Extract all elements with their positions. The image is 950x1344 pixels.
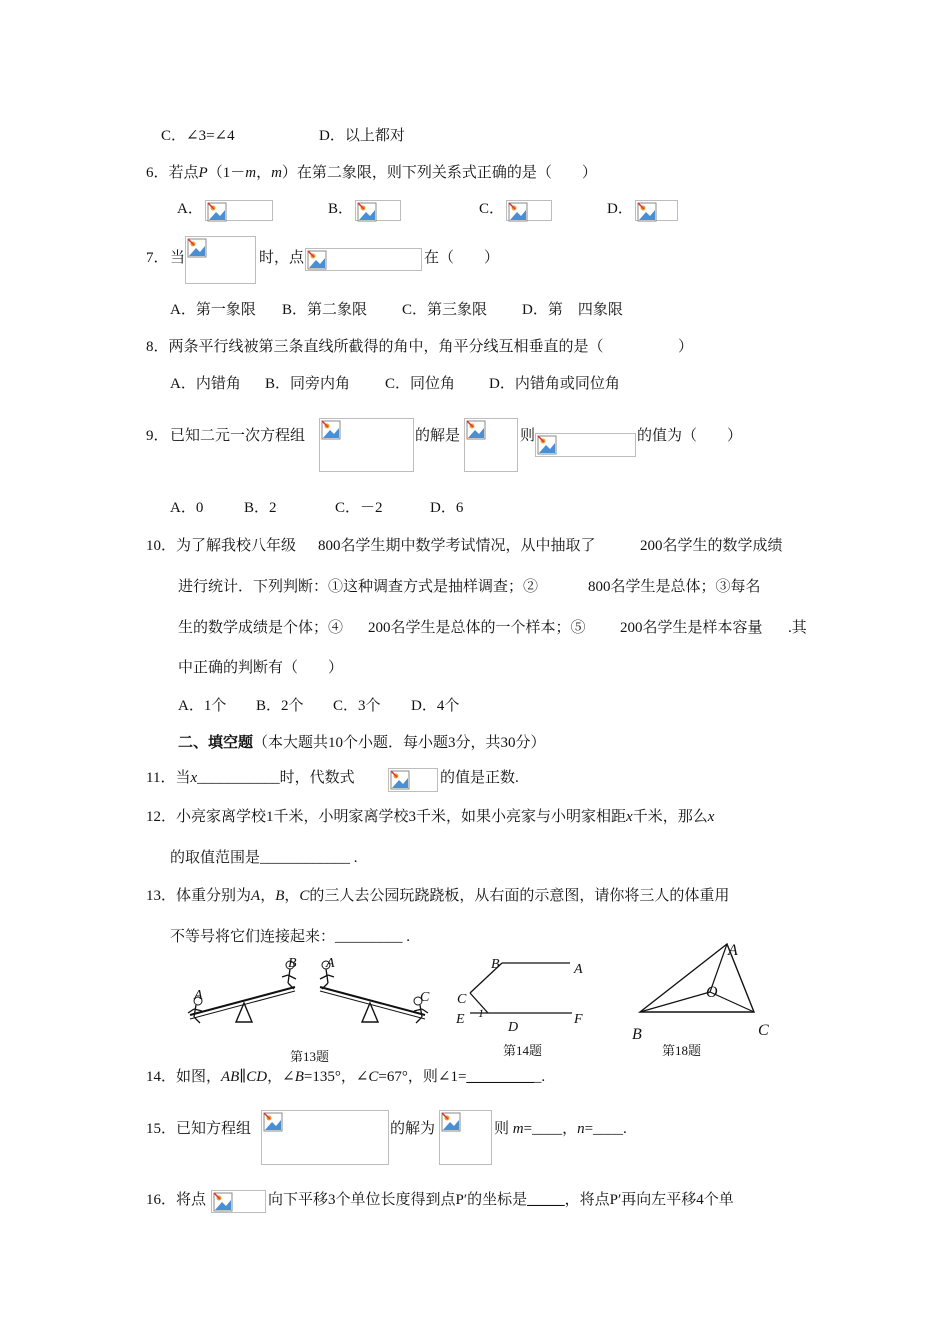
q15-text-a: 15．已知方程组 bbox=[146, 1121, 252, 1137]
q11-tail: 的值是正数. bbox=[440, 770, 519, 786]
q9-text-value: 的值为（ ） bbox=[637, 428, 743, 444]
broken-image-icon bbox=[466, 420, 486, 440]
figure-13-caption: 第13题 bbox=[290, 1049, 330, 1064]
broken-image-icon bbox=[263, 1112, 283, 1132]
fig14-label-d: D bbox=[508, 1020, 519, 1035]
q7-condition-image bbox=[185, 236, 256, 284]
fig14-label-angle-1: 1 bbox=[478, 1006, 484, 1020]
q10-line-4: 中正确的判断有（ ） bbox=[178, 660, 344, 676]
q10-line-3c: 200名学生是样本容量 bbox=[620, 620, 763, 636]
q15-text-b: 的解为 bbox=[390, 1121, 436, 1137]
q8-stem: 8．两条平行线被第三条直线所截得的角中，角平分线互相垂直的是（ bbox=[146, 339, 604, 355]
fig13-label-a-left: A bbox=[194, 988, 203, 1003]
fig14-label-c: C bbox=[457, 992, 467, 1007]
q10-line-2a: 进行统计．下列判断：①这种调查方式是抽样调查；② bbox=[178, 579, 539, 595]
q15-system-image bbox=[261, 1110, 389, 1165]
q16-text-b: 向下平移3个单位长度得到点P′的坐标是_____，将点P′再向左平移4个单 bbox=[268, 1192, 734, 1208]
q10-line-1c: 200名学生的数学成绩 bbox=[640, 538, 783, 554]
q8-option-b: B．同旁内角 bbox=[265, 376, 351, 392]
broken-image-icon bbox=[207, 202, 227, 222]
q9-option-a: A．0 bbox=[170, 500, 204, 516]
q10-option-d: D．4个 bbox=[411, 698, 460, 714]
q9-option-c: C．－2 bbox=[335, 500, 383, 516]
q6-option-c-label: C． bbox=[479, 201, 505, 217]
q6-option-a-image bbox=[205, 200, 273, 221]
q7-number: 7． bbox=[146, 250, 169, 266]
q9-expression-image bbox=[535, 433, 636, 457]
q7-text-when: 当 bbox=[170, 250, 186, 266]
broken-image-icon bbox=[390, 770, 410, 790]
fig14-label-f: F bbox=[574, 1012, 583, 1027]
fig13-label-a-right: A bbox=[326, 956, 335, 971]
q9-text-then: 则 bbox=[520, 428, 536, 444]
q7-point-image bbox=[305, 248, 422, 271]
fig18-label-b: B bbox=[632, 1026, 642, 1043]
fig13-label-c: C bbox=[420, 990, 430, 1005]
q10-option-a: A．1个 bbox=[178, 698, 227, 714]
q6-option-d-image bbox=[635, 200, 678, 221]
q6-option-b-label: B． bbox=[328, 201, 354, 217]
q9-text-solution: 的解是 bbox=[415, 428, 461, 444]
q9-option-d: D．6 bbox=[430, 500, 464, 516]
fig14-label-a: A bbox=[574, 962, 583, 977]
q7-option-b: B．第二象限 bbox=[282, 302, 368, 318]
q16-point-image bbox=[211, 1190, 266, 1213]
q5-option-c: C．∠3=∠4 bbox=[161, 128, 235, 144]
q10-line-3b: 200名学生是总体的一个样本；⑤ bbox=[368, 620, 586, 636]
q7-text-then-point: 时，点 bbox=[259, 250, 305, 266]
q15-text-c: 则 m=____，n=____. bbox=[494, 1121, 627, 1137]
fig14-label-b: B bbox=[491, 957, 500, 972]
figure-14-caption: 第14题 bbox=[503, 1043, 543, 1058]
broken-image-icon bbox=[537, 435, 557, 455]
q7-option-c: C．第三象限 bbox=[402, 302, 488, 318]
figure-18-caption: 第18题 bbox=[662, 1043, 702, 1058]
q10-line-2b: 800名学生是总体；③每名 bbox=[588, 579, 761, 595]
q5-option-d: D．以上都对 bbox=[319, 128, 405, 144]
q8-stem-close: ） bbox=[678, 339, 694, 355]
fig18-label-a: A bbox=[728, 942, 738, 959]
q9-option-b: B．2 bbox=[244, 500, 277, 516]
q15-solution-image bbox=[439, 1110, 492, 1165]
q14-stem: 14．如图，AB∥CD，∠B=135°，∠C=67°，则∠1=__________. bbox=[146, 1069, 546, 1085]
q7-option-d: D．第 四象限 bbox=[522, 302, 623, 318]
broken-image-icon bbox=[357, 202, 377, 222]
q13-line-2: 不等号将它们连接起来：_________ . bbox=[170, 929, 411, 945]
q10-line-1a: 10．为了解我校八年级 bbox=[146, 538, 297, 554]
q8-option-d: D．内错角或同位角 bbox=[489, 376, 620, 392]
q12-line-1: 12．小亮家离学校1千米，小明家离学校3千米，如果小亮家与小明家相距x千米，那么x bbox=[146, 809, 715, 825]
broken-image-icon bbox=[441, 1112, 461, 1132]
broken-image-icon bbox=[637, 202, 657, 222]
q10-option-b: B．2个 bbox=[256, 698, 304, 714]
broken-image-icon bbox=[321, 420, 341, 440]
q6-option-d-label: D． bbox=[607, 201, 633, 217]
q9-number: 9． bbox=[146, 428, 169, 444]
q10-option-c: C．3个 bbox=[333, 698, 381, 714]
q9-text-given: 已知二元一次方程组 bbox=[170, 428, 306, 444]
broken-image-icon bbox=[307, 250, 327, 270]
q13-line-1: 13．体重分别为A，B，C的三人去公园玩跷跷板，从右面的示意图，请你将三人的体重用 bbox=[146, 888, 730, 904]
q8-option-c: C．同位角 bbox=[385, 376, 456, 392]
q6-option-c-image bbox=[506, 200, 552, 221]
q16-text-a: 16．将点 bbox=[146, 1192, 207, 1208]
q6-option-a-label: A． bbox=[177, 201, 203, 217]
fig18-label-o: O bbox=[706, 984, 718, 1001]
q10-line-3d: .其 bbox=[788, 620, 807, 636]
figure-18-triangle bbox=[630, 940, 770, 1020]
q10-line-1b: 800名学生期中数学考试情况，从中抽取了 bbox=[318, 538, 596, 554]
q9-system-image bbox=[319, 418, 414, 472]
broken-image-icon bbox=[508, 202, 528, 222]
q7-option-a: A．第一象限 bbox=[170, 302, 256, 318]
q12-line-2: 的取值范围是____________ . bbox=[170, 850, 358, 866]
broken-image-icon bbox=[187, 238, 207, 258]
q8-option-a: A．内错角 bbox=[170, 376, 241, 392]
fig14-label-e: E bbox=[456, 1012, 465, 1027]
q9-solution-image bbox=[464, 418, 518, 472]
q10-line-3a: 生的数学成绩是个体；④ bbox=[178, 620, 344, 636]
figure-13-seesaws bbox=[180, 955, 440, 1030]
fig18-label-c: C bbox=[758, 1022, 769, 1039]
fig13-label-b: B bbox=[288, 956, 297, 971]
q7-text-in: 在（ ） bbox=[424, 250, 500, 266]
q11-expression-image bbox=[388, 768, 438, 792]
q11-stem: 11．当x___________时，代数式 bbox=[146, 770, 355, 786]
question-6-stem: 6．若点P（1－m，m）在第二象限，则下列关系式正确的是（ ） bbox=[146, 165, 597, 181]
q6-option-b-image bbox=[355, 200, 401, 221]
section-2-heading: 二、填空题（本大题共10个小题．每小题3分，共30分） bbox=[178, 735, 546, 751]
broken-image-icon bbox=[213, 1192, 233, 1212]
